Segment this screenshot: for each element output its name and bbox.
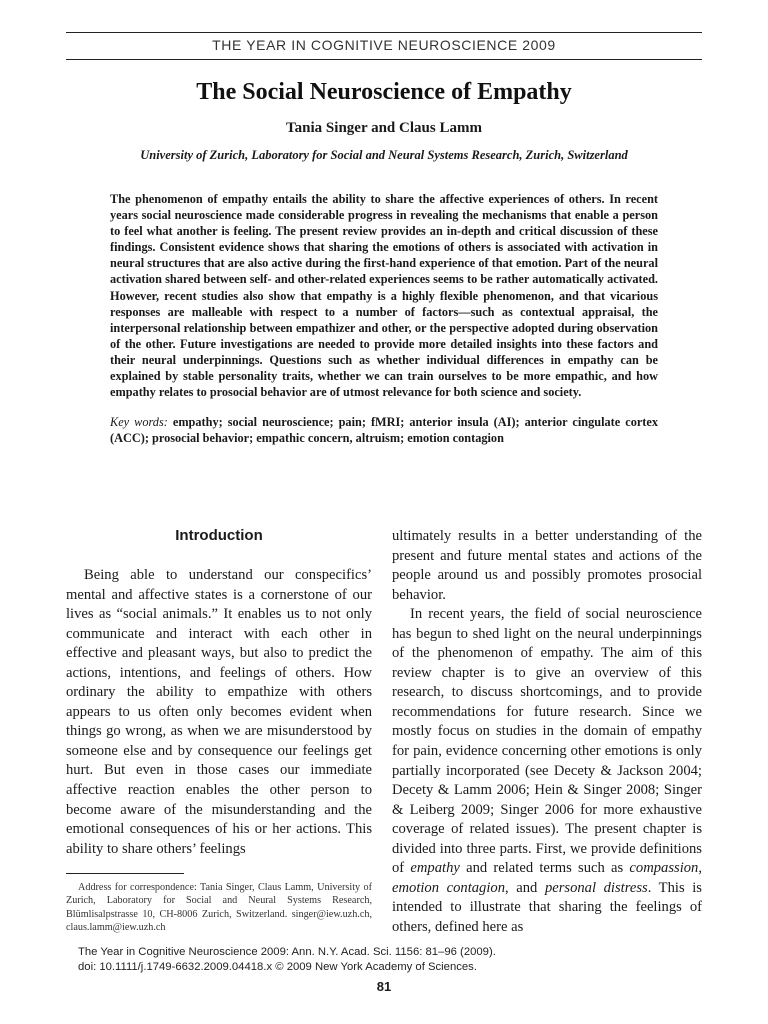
abstract <box>110 191 658 446</box>
separator-and: , and <box>505 879 545 896</box>
citation-line-1: The Year in Cognitive Neuroscience 2009: Ann. N.Y. Acad. Sci. 1156: 81–96 (2009). <box>78 946 496 958</box>
footnote <box>66 881 372 934</box>
term-personal-distress: personal distress <box>544 879 648 896</box>
running-header: THE YEAR IN COGNITIVE NEUROSCIENCE 2009 <box>212 37 556 53</box>
intro-paragraph-2-part-b: and related terms such as <box>459 860 630 877</box>
article-title: The Social Neuroscience of Empathy <box>196 79 572 105</box>
intro-paragraph-2-part-c: . This is intended to illustrate that sharing the feelings of others, defined here as <box>392 879 702 935</box>
keywords <box>110 414 658 446</box>
author-affiliation: University of Zurich, Laboratory for Social and Neural Systems Research, Zurich, Switzerland <box>140 148 628 162</box>
term-emotion-contagion: emotion contagion <box>392 879 505 896</box>
section-heading-introduction: Introduction <box>175 527 263 544</box>
correspondence-address: Address for correspondence: Tania Singer, Claus Lamm, University of Zurich, Laboratory for Social and Neural Systems Research, Blümlisalpstrasse 10, CH-8006 Zurich, Switzerland. singer@iew.uzh.ch, claus.lamm@iew.uzh.ch <box>66 882 372 933</box>
article-authors: Tania Singer and Claus Lamm <box>286 120 482 136</box>
footnote-rule <box>66 873 184 874</box>
abstract-text: The phenomenon of empathy entails the ability to share the affective experiences of others. In recent years social neuroscience made considerable progress in revealing the mechanisms that enable a person to feel what another is feeling. The present review provides an in-depth and critical discussion of these findings. Consistent evidence shows that sharing the emotions of others is associated with activation in neural structures that are also active during the first-hand experience of that emotion. Part of the neural activation shared between self- and other-related experiences seems to be rather automatically activated. However, recent studies also show that empathy is a highly flexible phenomenon, and that vicarious responses are malleable with respect to a number of factors—such as contextual appraisal, the interpersonal relationship between empathizer and other, or the perspective adopted during observation of the other. Future investigations are needed to provide more detailed insights into these factors and their neural underpinnings. Questions such as whether individual differences in empathy can be explained by stable personality traits, whether we can train ourselves to be more empathic, and how empathy relates to prosocial behavior are of utmost relevance for both science and society. <box>110 192 658 400</box>
header-bottom-rule <box>66 59 702 60</box>
intro-paragraph-2 <box>392 605 702 937</box>
page-number: 81 <box>376 979 392 994</box>
term-compassion: compassion <box>629 860 699 877</box>
keywords-list: empathy; social neuroscience; pain; fMRI; anterior insula (AI); anterior cingulate cortex (ACC); prosocial behavior; empathic concern, altruism; emotion contagion <box>110 415 659 446</box>
separator-comma: , <box>698 860 702 877</box>
intro-paragraph-2-part-a: In recent years, the field of social neuroscience has begun to shed light on the neural underpinnings of the phenomenon of empathy. The aim of this review chapter is to give an overview of this research, to discuss shortcomings, and to provide recommendations for future research. Since we mostly focus on studies in the domain of empathy for pain, evidence concerning other emotions is only partially incorporated (see Decety & Jackson 2004; Decety & Lamm 2006; Hein & Singer 2008; Singer & Leiberg 2009; Singer 2006 for more exhaustive coverage of related issues). The present chapter is divided into three parts. First, we provide definitions of <box>392 606 702 877</box>
citation-doi: doi: 10.1111/j.1749-6632.2009.04418.x © 2009 New York Academy of Sciences. <box>78 961 477 973</box>
intro-paragraph-1: Being able to understand our conspecifics’ mental and affective states is a cornerstone of our lives as “social animals.” It enables us to not only communicate and interact with each other in effective and pleasant ways, but also to predict the actions, intentions, and feelings of others. How ordinary the ability to empathize with others appears to us often only becomes evident when things go wrong, as when we are misunderstood by someone else and by consequence our feelings get hurt. But even in those cases our immediate affective reaction enables the other person to become aware of the misunderstanding and the emotional consequences of his or her actions. This ability to share others’ feelings <box>66 567 372 857</box>
term-empathy: empathy <box>410 860 460 877</box>
keywords-label: Key words: <box>110 415 168 430</box>
body-column-left <box>66 566 372 859</box>
intro-paragraph-1-continued: ultimately results in a better understanding of the present and future mental states and actions of the people around us and possibly promotes prosocial behavior. <box>392 528 702 603</box>
citation-block <box>78 945 698 975</box>
body-column-right <box>392 527 702 937</box>
header-top-rule <box>66 32 702 33</box>
